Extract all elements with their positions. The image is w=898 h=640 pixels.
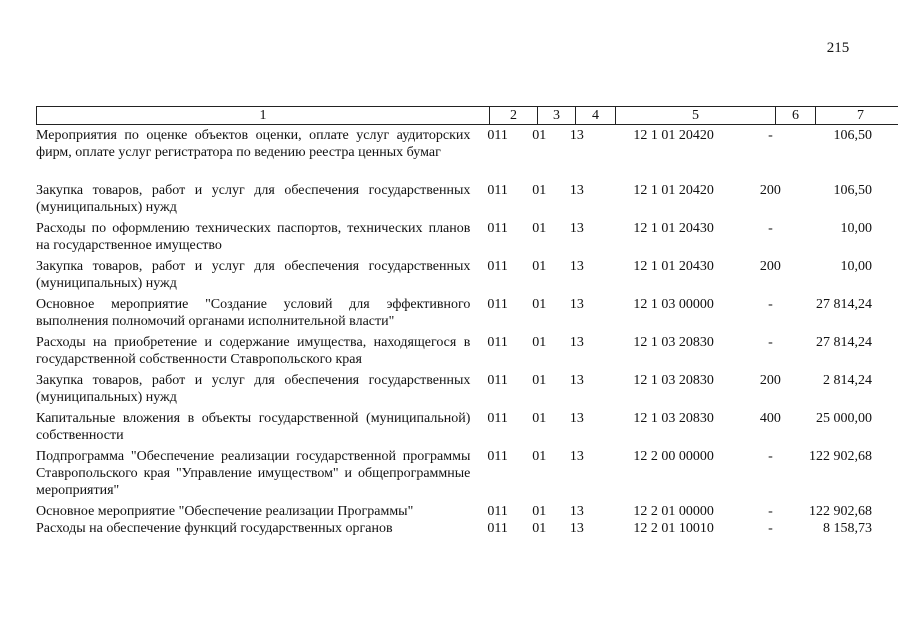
row-section-code: 01 (532, 449, 547, 464)
table-header (36, 106, 898, 125)
row-ministry-code: 011 (487, 128, 508, 143)
table-row (36, 410, 876, 444)
row-target-article: 12 1 03 20830 (633, 335, 714, 350)
row-amount: 10,00 (840, 221, 873, 236)
row-expense-type: 200 (759, 259, 781, 274)
row-section-code: 01 (532, 183, 547, 198)
row-expense-type: - (768, 449, 773, 464)
row-section-code: 01 (532, 504, 547, 519)
row-target-article: 12 2 01 10010 (633, 521, 714, 536)
row-ministry-code: 011 (487, 335, 508, 350)
row-subsection-code: 13 (569, 128, 584, 143)
row-target-article: 12 1 01 20420 (633, 128, 714, 143)
row-amount: 2 814,24 (823, 373, 873, 388)
row-target-article: 12 1 01 20420 (633, 183, 714, 198)
row-ministry-code: 011 (487, 504, 508, 519)
row-section-code: 01 (532, 373, 547, 388)
table-row (36, 220, 876, 254)
header-col-3: 3 (538, 107, 576, 124)
table-row (36, 448, 876, 499)
row-amount: 27 814,24 (816, 335, 873, 350)
row-expense-type: 200 (759, 183, 781, 198)
header-col-7: 7 (857, 108, 864, 123)
row-section-code: 01 (532, 411, 547, 426)
row-name: Основное мероприятие "Создание условий для эффективного выполнения полномочий органами исполнительной власти" (36, 297, 471, 329)
row-ministry-code: 011 (487, 259, 508, 274)
page-number: 215 (826, 40, 850, 56)
row-name: Закупка товаров, работ и услуг для обеспечения государственных (муниципальных) нужд (36, 259, 471, 291)
header-col-6: 6 (776, 107, 816, 124)
row-expense-type: - (768, 297, 773, 312)
header-col-5: 5 (616, 107, 776, 124)
row-name: Расходы на обеспечение функций государственных органов (36, 521, 393, 536)
row-expense-type: - (768, 128, 773, 143)
table-row (36, 334, 876, 368)
row-section-code: 01 (532, 521, 547, 536)
row-gap (36, 161, 876, 182)
row-target-article: 12 1 01 20430 (633, 259, 714, 274)
row-target-article: 12 2 01 00000 (633, 504, 714, 519)
row-subsection-code: 13 (569, 297, 584, 312)
row-expense-type: - (768, 504, 773, 519)
row-subsection-code: 13 (569, 411, 584, 426)
row-name: Подпрограмма "Обеспечение реализации государственной программы Ставропольского края "Управление имуществом" и общепрограммные мероприятия" (36, 449, 471, 498)
row-amount: 10,00 (840, 259, 873, 274)
row-name: Закупка товаров, работ и услуг для обеспечения государственных (муниципальных) нужд (36, 373, 471, 405)
row-section-code: 01 (532, 259, 547, 274)
row-name: Основное мероприятие "Обеспечение реализации Программы" (36, 504, 414, 519)
table-row (36, 258, 876, 292)
row-target-article: 12 1 03 20830 (633, 373, 714, 388)
row-subsection-code: 13 (569, 183, 584, 198)
row-subsection-code: 13 (569, 521, 584, 536)
header-col-4: 4 (576, 107, 616, 124)
row-name: Расходы на приобретение и содержание имущества, находящегося в государственной собственности Ставропольского края (36, 335, 471, 367)
row-ministry-code: 011 (487, 183, 508, 198)
row-expense-type: 400 (759, 411, 781, 426)
row-expense-type: - (768, 521, 773, 536)
row-target-article: 12 1 03 20830 (633, 411, 714, 426)
table-row (36, 372, 876, 406)
row-name: Мероприятия по оценке объектов оценки, оплате услуг аудиторских фирм, оплате услуг регистратора по ведению реестра ценных бумаг (36, 128, 471, 160)
table-row (36, 503, 876, 520)
row-subsection-code: 13 (569, 259, 584, 274)
row-ministry-code: 011 (487, 297, 508, 312)
row-expense-type: - (768, 335, 773, 350)
row-amount: 122 902,68 (809, 504, 873, 519)
row-expense-type: 200 (759, 373, 781, 388)
row-name: Капитальные вложения в объекты государственной (муниципальной) собственности (36, 411, 471, 443)
row-subsection-code: 13 (569, 221, 584, 236)
table-row (36, 182, 876, 216)
table-row (36, 127, 876, 161)
row-amount: 106,50 (833, 128, 873, 143)
row-section-code: 01 (532, 297, 547, 312)
row-amount: 25 000,00 (816, 411, 873, 426)
row-target-article: 12 1 01 20430 (633, 221, 714, 236)
row-ministry-code: 011 (487, 449, 508, 464)
header-col-1: 1 (37, 107, 490, 124)
row-target-article: 12 1 03 00000 (633, 297, 714, 312)
header-col-2: 2 (490, 107, 538, 124)
row-ministry-code: 011 (487, 221, 508, 236)
table-row (36, 520, 876, 537)
row-subsection-code: 13 (569, 373, 584, 388)
row-name: Расходы по оформлению технических паспортов, технических планов на государственное имущество (36, 221, 471, 253)
row-ministry-code: 011 (487, 521, 508, 536)
table-row (36, 296, 876, 330)
row-section-code: 01 (532, 128, 547, 143)
row-subsection-code: 13 (569, 335, 584, 350)
row-expense-type: - (768, 221, 773, 236)
row-section-code: 01 (532, 221, 547, 236)
row-section-code: 01 (532, 335, 547, 350)
row-ministry-code: 011 (487, 373, 508, 388)
row-subsection-code: 13 (569, 449, 584, 464)
row-name: Закупка товаров, работ и услуг для обеспечения государственных (муниципальных) нужд (36, 183, 471, 215)
row-ministry-code: 011 (487, 411, 508, 426)
row-target-article: 12 2 00 00000 (633, 449, 714, 464)
row-subsection-code: 13 (569, 504, 584, 519)
row-amount: 106,50 (833, 183, 873, 198)
row-amount: 122 902,68 (809, 449, 873, 464)
row-amount: 8 158,73 (823, 521, 873, 536)
table-body (36, 127, 876, 537)
row-amount: 27 814,24 (816, 297, 873, 312)
